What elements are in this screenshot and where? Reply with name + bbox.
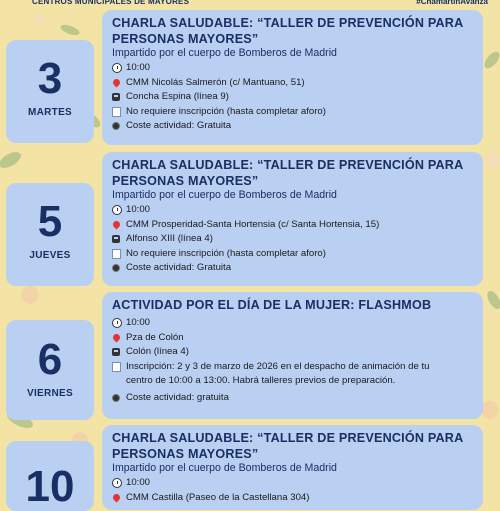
event-registration: centro de 10:00 a 13:00. Habrá talleres previos de preparación. <box>126 375 396 386</box>
location-pin-icon <box>112 78 122 88</box>
event-time: 10:00 <box>126 204 151 215</box>
event-time: 10:00 <box>126 62 151 73</box>
event-card <box>102 292 483 419</box>
event-place: CMM Castilla (Paseo de la Castellana 304) <box>126 491 310 503</box>
event-card <box>102 425 483 510</box>
clock-icon <box>112 478 122 488</box>
event-registration: Inscripción: 2 y 3 de marzo de 2026 en el despacho de animación de tu <box>126 360 430 372</box>
document-icon <box>112 362 121 372</box>
clock-icon <box>112 318 122 328</box>
event-time: 10:00 <box>126 477 151 488</box>
event-metro: Alfonso XIII (línea 4) <box>126 233 213 244</box>
day-name: JUEVES <box>29 250 71 261</box>
location-pin-icon <box>112 333 122 343</box>
event-subtitle: Impartido por el cuerpo de Bomberos de Madrid <box>112 462 337 474</box>
event-title: CHARLA SALUDABLE: “TALLER DE PREVENCIÓN PARA <box>112 158 464 172</box>
location-pin-icon <box>112 220 122 230</box>
event-registration: No requiere inscripción (hasta completar aforo) <box>126 105 326 117</box>
event-time: 10:00 <box>126 317 151 328</box>
day-name: VIERNES <box>26 388 73 399</box>
event-card <box>102 10 483 145</box>
day-number: 5 <box>37 197 63 246</box>
document-icon <box>112 107 121 117</box>
event-subtitle: Impartido por el cuerpo de Bomberos de Madrid <box>112 189 337 201</box>
coin-icon <box>112 394 120 402</box>
event-card <box>102 152 483 286</box>
event-place: CMM Nicolás Salmerón (c/ Mantuano, 51) <box>126 76 305 88</box>
location-pin-icon <box>112 493 122 503</box>
day-badge <box>6 320 94 420</box>
event-cost: Coste actividad: Gratuita <box>126 262 232 273</box>
document-icon <box>112 249 121 259</box>
header-hashtag: #ChamartínAvanza <box>416 0 488 6</box>
event-subtitle: Impartido por el cuerpo de Bomberos de Madrid <box>112 47 337 59</box>
event-title: PERSONAS MAYORES” <box>112 32 259 46</box>
coin-icon <box>112 122 120 130</box>
metro-icon <box>112 93 120 101</box>
clock-icon <box>112 63 122 73</box>
event-registration: No requiere inscripción (hasta completar aforo) <box>126 247 326 259</box>
event-place: CMM Prosperidad-Santa Hortensia (c/ Santa Hortensia, 15) <box>126 218 380 230</box>
day-badge <box>6 441 94 511</box>
day-number: 6 <box>37 335 63 384</box>
event-title: ACTIVIDAD POR EL DÍA DE LA MUJER: FLASHMOB <box>112 298 432 312</box>
metro-icon <box>112 348 120 356</box>
event-metro: Colón (línea 4) <box>126 346 189 357</box>
coin-icon <box>112 264 120 272</box>
day-badge <box>6 40 94 143</box>
metro-icon <box>112 235 120 243</box>
event-title: CHARLA SALUDABLE: “TALLER DE PREVENCIÓN PARA <box>112 431 464 445</box>
header-left: CENTROS MUNICIPALES DE MAYORES <box>32 0 190 6</box>
event-metro: Concha Espina (línea 9) <box>126 91 229 102</box>
day-number: 10 <box>25 462 75 511</box>
event-title: CHARLA SALUDABLE: “TALLER DE PREVENCIÓN PARA <box>112 16 464 30</box>
day-name: MARTES <box>27 107 73 118</box>
event-cost: Coste actividad: gratuita <box>126 391 229 403</box>
clock-icon <box>112 205 122 215</box>
event-title: PERSONAS MAYORES” <box>112 447 259 461</box>
event-title: PERSONAS MAYORES” <box>112 174 259 188</box>
day-number: 3 <box>37 54 63 103</box>
day-badge <box>6 183 94 286</box>
event-place: Pza de Colón <box>126 331 184 343</box>
event-cost: Coste actividad: Gratuita <box>126 120 232 131</box>
